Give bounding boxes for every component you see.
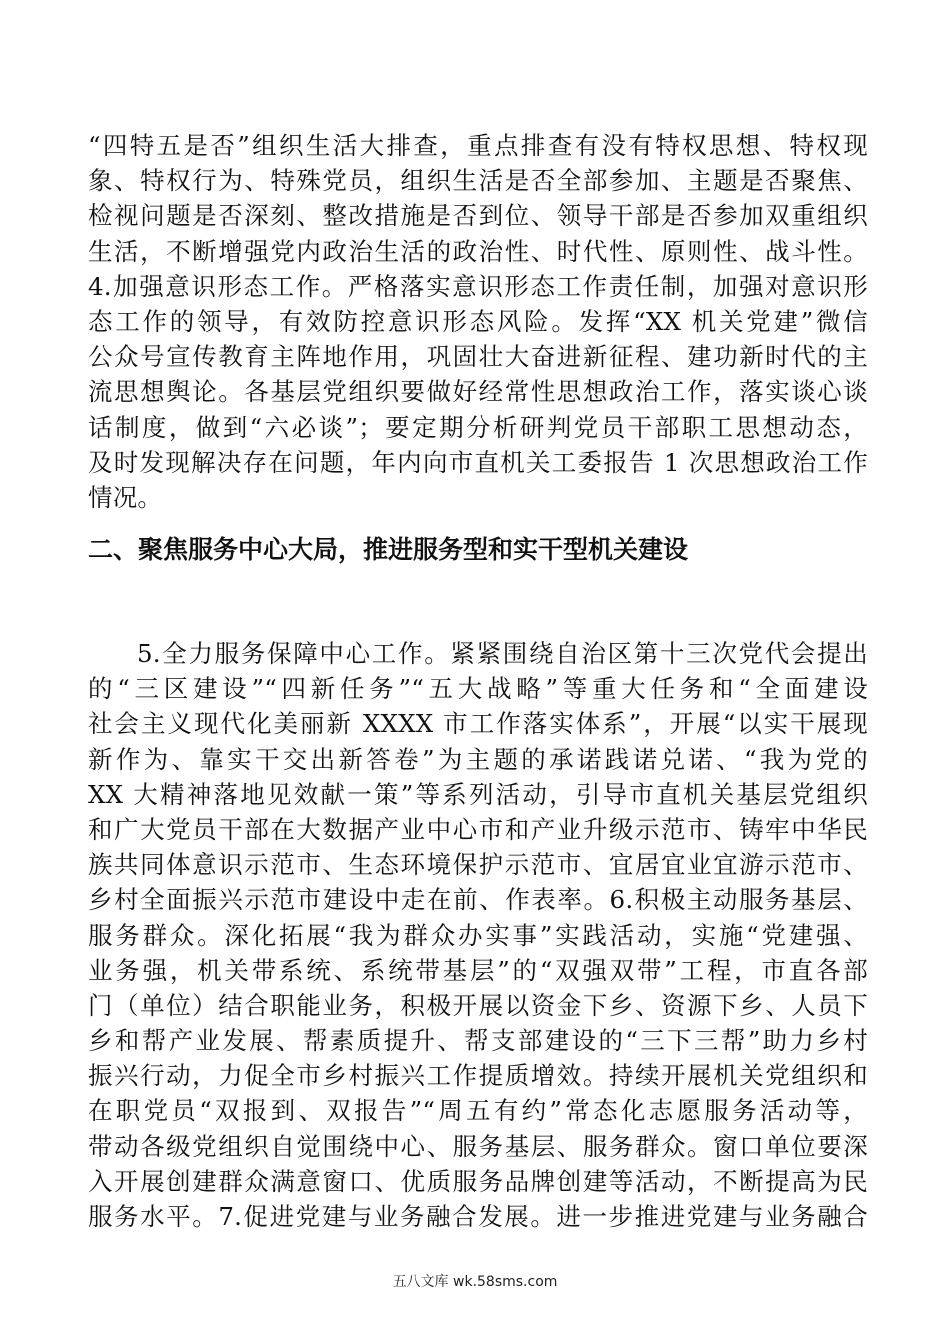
text-line: 带动各级党组织自觉围绕中心、服务基层、服务群众。窗口单位要深 <box>88 1131 868 1161</box>
text-line: 公众号宣传教育主阵地作用，巩固壮大奋进新征程、建功新时代的主 <box>88 342 868 372</box>
text-line: 乡村全面振兴示范市建设中走在前、作表率。6.积极主动服务基层、 <box>88 885 868 915</box>
text-line: 新作为、靠实干交出新答卷”为主题的承诺践诺兑诺、“我为党的 <box>88 744 868 774</box>
paragraph-1 <box>88 128 868 515</box>
text-line: 及时发现解决存在问题，年内向市直机关工委报告 1 次思想政治工作 <box>88 447 868 477</box>
section-heading: 二、聚焦服务中心大局，推进服务型和实干型机关建设 <box>88 535 689 564</box>
text-line: 门（单位）结合职能业务，积极开展以资金下乡、资源下乡、人员下 <box>88 990 868 1020</box>
text-line: 族共同体意识示范市、生态环境保护示范市、宜居宜业宜游示范市、 <box>88 850 868 880</box>
text-line: 服务水平。7.促进党建与业务融合发展。进一步推进党建与业务融合 <box>88 1202 868 1231</box>
text-line: 检视问题是否深刻、整改措施是否到位、领导干部是否参加双重组织 <box>88 201 868 231</box>
text-line: 话制度，做到“六必谈”；要定期分析研判党员干部职工思想动态， <box>88 412 868 442</box>
text-line: 象、特权行为、特殊党员，组织生活是否全部参加、主题是否聚焦、 <box>88 166 868 196</box>
text-line: 4.加强意识形态工作。严格落实意识形态工作责任制，加强对意识形 <box>88 271 868 301</box>
text-line: 情况。 <box>88 482 163 512</box>
text-line: XX 大精神落地见效献一策”等系列活动，引导市直机关基层党组织 <box>88 779 868 809</box>
footer-watermark: 五八文库 wk.58sms.com <box>392 1274 558 1290</box>
text-line: 乡和帮产业发展、帮素质提升、帮支部建设的“三下三帮”助力乡村 <box>88 1026 868 1056</box>
text-line: 5.全力服务保障中心工作。紧紧围绕自治区第十三次党代会提出 <box>137 639 868 668</box>
text-line: 生活，不断增强党内政治生活的政治性、时代性、原则性、战斗性。 <box>88 236 868 266</box>
text-line: 态工作的领导，有效防控意识形态风险。发挥“XX 机关党建”微信 <box>88 306 868 336</box>
text-line: 服务群众。深化拓展“我为群众办实事”实践活动，实施“党建强、 <box>88 920 868 950</box>
text-line: 流思想舆论。各基层党组织要做好经常性思想政治工作，落实谈心谈 <box>88 377 868 407</box>
text-line: 业务强，机关带系统、系统带基层”的“双强双带”工程，市直各部 <box>88 955 868 985</box>
text-line: 在职党员“双报到、双报告”“周五有约”常态化志愿服务活动等， <box>88 1096 868 1126</box>
text-line: 振兴行动，力促全市乡村振兴工作提质增效。持续开展机关党组织和 <box>88 1061 868 1091</box>
text-line: “四特五是否”组织生活大排查，重点排查有没有特权思想、特权现 <box>88 131 868 160</box>
text-line: 的“三区建设”“四新任务”“五大战略”等重大任务和“全面建设 <box>88 674 868 704</box>
paragraph-2 <box>88 636 868 1234</box>
text-line: 社会主义现代化美丽新 XXXX 市工作落实体系”，开展“以实干展现 <box>88 709 868 739</box>
text-line: 入开展创建群众满意窗口、优质服务品牌创建等活动，不断提高为民 <box>88 1166 868 1196</box>
text-line: 和广大党员干部在大数据产业中心市和产业升级示范市、铸牢中华民 <box>88 814 868 844</box>
